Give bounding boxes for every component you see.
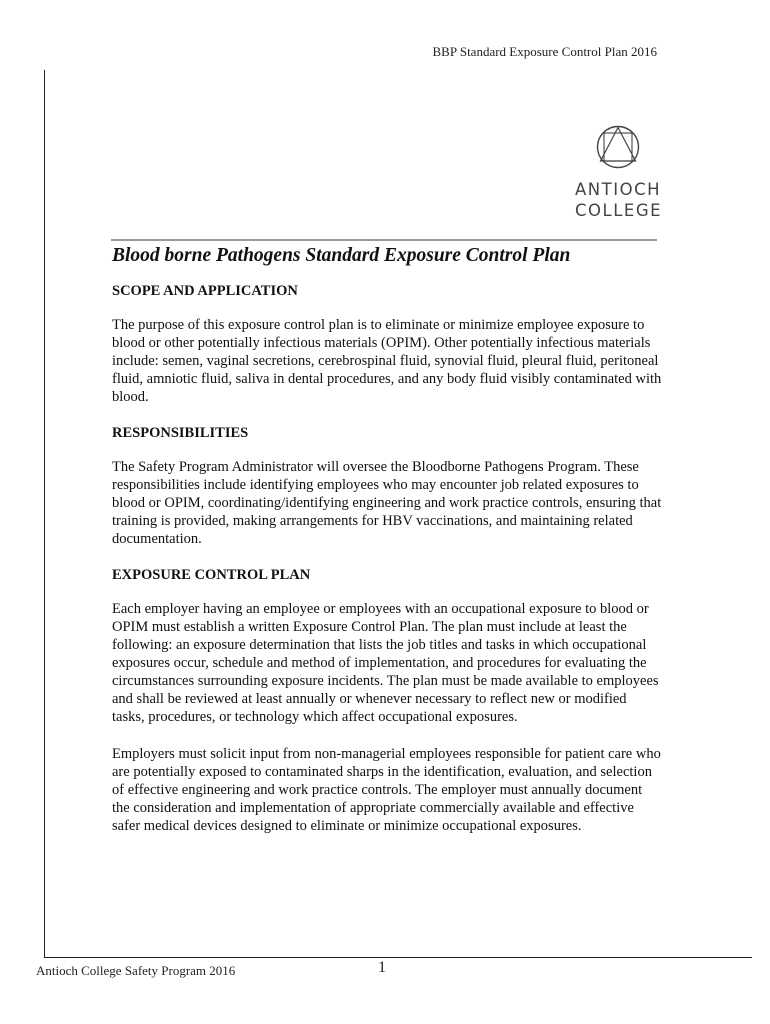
- section-heading: RESPONSIBILITIES: [112, 425, 249, 441]
- paragraph: The Safety Program Administrator will oversee the Bloodborne Pathogens Program. These responsibilities include identifying employees who may encounter job related exposures to blood or OPIM, coordinating/identifying engineering and work practice controls, ensuring that training is provided, making arrangements for HBV vaccinations, and maintaining related documentation.: [112, 459, 662, 547]
- page-number: 1: [378, 959, 386, 976]
- antioch-emblem-icon: [596, 125, 640, 169]
- left-margin-rule: [44, 70, 45, 958]
- section-exposure-control-plan: [112, 567, 662, 835]
- section-heading: SCOPE AND APPLICATION: [112, 283, 298, 299]
- paragraph: Each employer having an employee or employees with an occupational exposure to blood or OPIM must establish a written Exposure Control Plan. The plan must include at least the following: an exposure determination that lists the job titles and tasks in which occupational exposures occur, schedule and method of implementation, and procedures for evaluating the circumstances surrounding exposure incidents. The plan must be made available to employees and shall be reviewed at least annually or whenever necessary to reflect new or modified tasks, procedures, or technology which affect occupational exposures.: [112, 601, 659, 725]
- logo-text-antioch: ANTIOCH: [575, 180, 661, 199]
- antioch-college-logo: [575, 125, 661, 221]
- logo-text-college: COLLEGE: [575, 201, 663, 220]
- document-body: [112, 245, 662, 854]
- title-divider: [111, 239, 657, 241]
- section-scope: [112, 283, 662, 406]
- bottom-margin-rule: [44, 957, 752, 958]
- paragraph: Employers must solicit input from non-managerial employees responsible for patient care who are potentially exposed to contaminated sharps in the identification, evaluation, and selection of effective engineering and work practice controls. The employer must annually document the consideration and implementation of appropriate commercially available and effective safer medical devices designed to eliminate or minimize occupational exposures.: [112, 746, 661, 834]
- footer-text: Antioch College Safety Program 2016: [36, 963, 236, 978]
- section-responsibilities: [112, 425, 662, 548]
- running-header: BBP Standard Exposure Control Plan 2016: [432, 44, 657, 59]
- document-title: Blood borne Pathogens Standard Exposure Control Plan: [112, 245, 571, 266]
- section-heading: EXPOSURE CONTROL PLAN: [112, 567, 311, 583]
- paragraph: The purpose of this exposure control plan is to eliminate or minimize employee exposure to blood or other potentially infectious materials (OPIM). Other potentially infectious materials include: semen, vaginal secretions, cerebrospinal fluid, synovial fluid, pleural fluid, peritoneal fluid, amniotic fluid, saliva in dental procedures, and any body fluid visibly contaminated with blood.: [112, 317, 662, 405]
